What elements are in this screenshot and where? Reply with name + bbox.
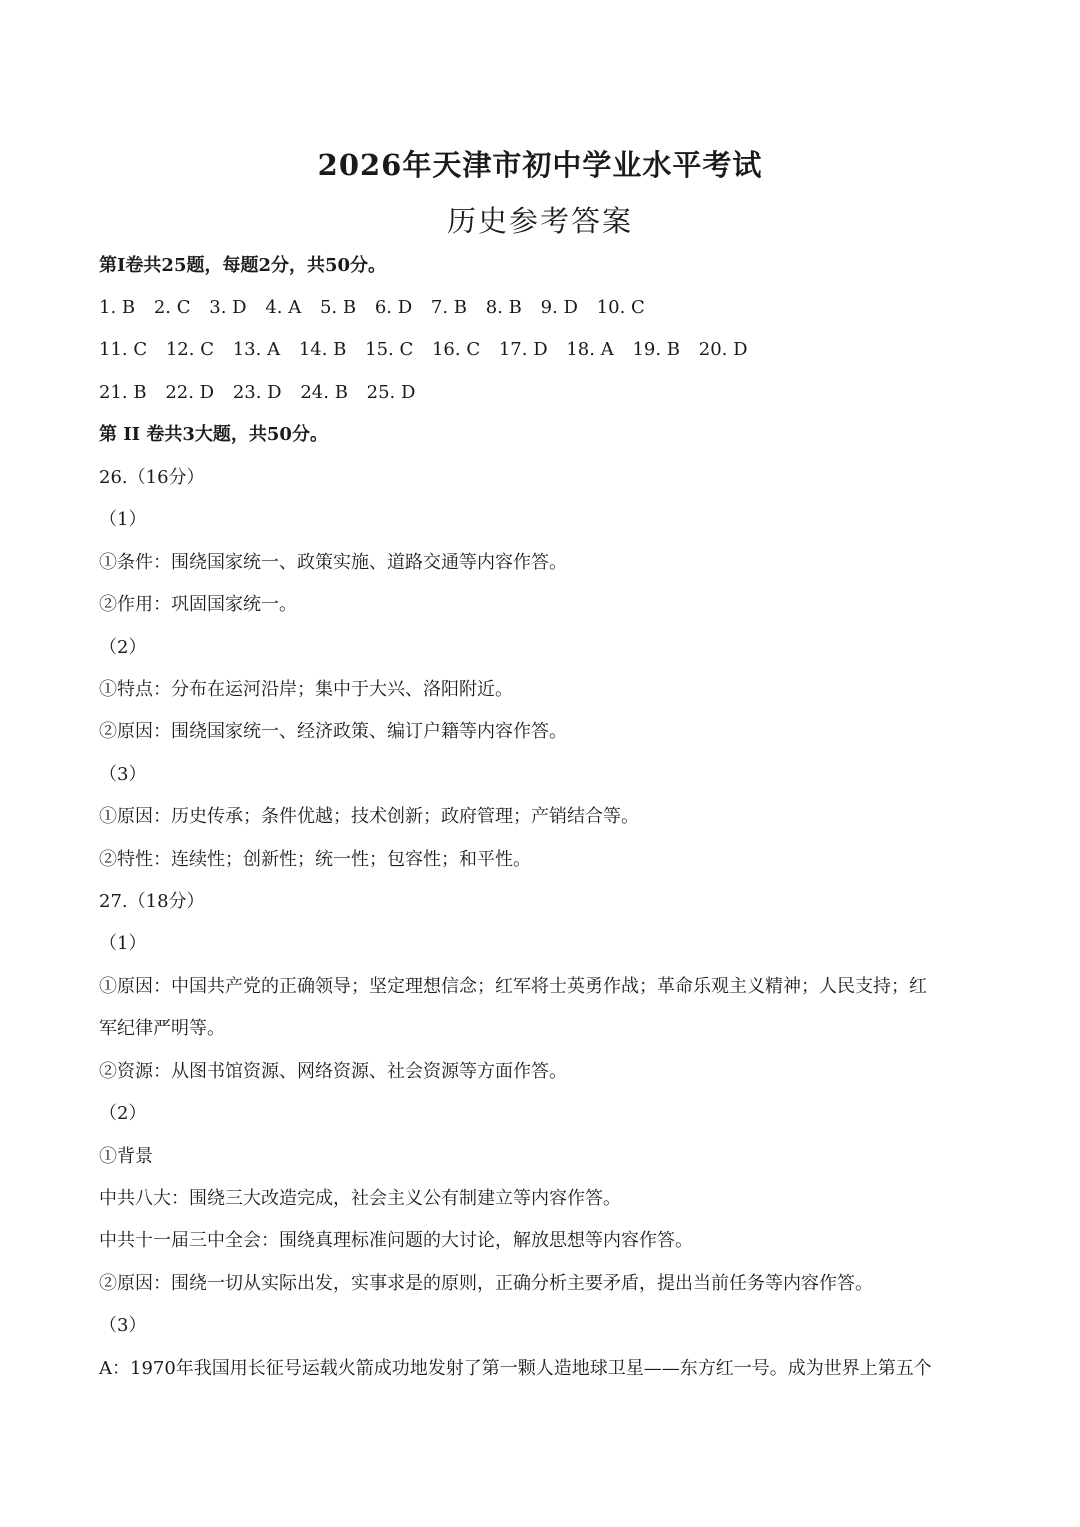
answer-item: 8. B	[485, 297, 522, 318]
answer-line: ②资源：从图书馆资源、网络资源、社会资源等方面作答。	[99, 1061, 567, 1082]
sub-question-label: （3）	[99, 1315, 147, 1336]
answer-item: 15. C	[365, 339, 414, 360]
answer-item: 21. B	[99, 382, 147, 403]
answer-line: ②作用：巩固国家统一。	[99, 594, 297, 615]
answer-item: 3. D	[209, 297, 247, 318]
answer-line: A：1970年我国用长征号运载火箭成功地发射了第一颗人造地球卫星——东方红一号。成为世界上第五个	[99, 1358, 932, 1379]
answer-line: ②原因：围绕国家统一、经济政策、编订户籍等内容作答。	[99, 721, 567, 742]
sub-question-label: （1）	[99, 509, 147, 530]
part1-heading: 第Ⅰ卷共25题，每题2分，共50分。	[99, 255, 387, 276]
answer-item: 16. C	[431, 339, 481, 360]
answer-row-2	[99, 338, 761, 362]
answer-line: ①原因：中国共产党的正确领导；坚定理想信念；红军将士英勇作战；革命乐观主义精神；人民支持；红	[99, 976, 927, 997]
answer-line: 军纪律严明等。	[99, 1018, 225, 1039]
answer-item: 6. D	[374, 297, 413, 318]
answer-line: ①条件：围绕国家统一、政策实施、道路交通等内容作答。	[99, 552, 567, 573]
part2-heading: 第 II 卷共3大题，共50分。	[99, 424, 328, 445]
answer-item: 22. D	[165, 382, 215, 403]
answer-item: 23. D	[232, 382, 282, 403]
answer-item: 2. C	[153, 297, 191, 318]
answer-item: 25. D	[366, 382, 416, 403]
sub-question-label: （3）	[99, 764, 147, 785]
answer-item: 7. B	[430, 297, 468, 318]
answer-item: 4. A	[265, 297, 302, 318]
document-subtitle: 历史参考答案	[446, 204, 633, 238]
answer-item: 13. A	[232, 339, 281, 360]
answer-item: 24. B	[300, 382, 348, 403]
answer-item: 18. A	[566, 339, 614, 360]
document-title: 2026年天津市初中学业水平考试	[317, 148, 763, 182]
answer-item: 17. D	[498, 339, 548, 360]
answer-item: 5. B	[319, 297, 357, 318]
answer-item: 10. C	[596, 297, 645, 318]
sub-question-label: （2）	[99, 637, 147, 658]
answer-line: 中共八大：围绕三大改造完成，社会主义公有制建立等内容作答。	[99, 1188, 621, 1209]
answer-line: ②特性：连续性；创新性；统一性；包容性；和平性。	[99, 849, 531, 870]
answer-item: 1. B	[99, 297, 136, 318]
answer-item: 20. D	[698, 339, 748, 360]
answer-row-3	[99, 381, 428, 405]
answer-line: ①背景	[99, 1146, 153, 1167]
answer-line: ①原因：历史传承；条件优越；技术创新；政府管理；产销结合等。	[99, 806, 639, 827]
question-27-header: 27.（18分）	[99, 891, 205, 912]
answer-item: 19. B	[632, 339, 681, 360]
sub-question-label: （1）	[99, 933, 147, 954]
sub-question-label: （2）	[99, 1103, 147, 1124]
answer-item: 11. C	[99, 339, 148, 360]
answer-line: ②原因：围绕一切从实际出发，实事求是的原则，正确分析主要矛盾，提出当前任务等内容作答。	[99, 1273, 873, 1294]
answer-row-1	[99, 296, 658, 320]
answer-item: 12. C	[165, 339, 214, 360]
answer-line: 中共十一届三中全会：围绕真理标准问题的大讨论，解放思想等内容作答。	[99, 1230, 693, 1251]
question-26-header: 26.（16分）	[99, 467, 205, 488]
answer-line: ①特点：分布在运河沿岸；集中于大兴、洛阳附近。	[99, 679, 513, 700]
answer-item: 9. D	[540, 297, 578, 318]
answer-item: 14. B	[298, 339, 347, 360]
